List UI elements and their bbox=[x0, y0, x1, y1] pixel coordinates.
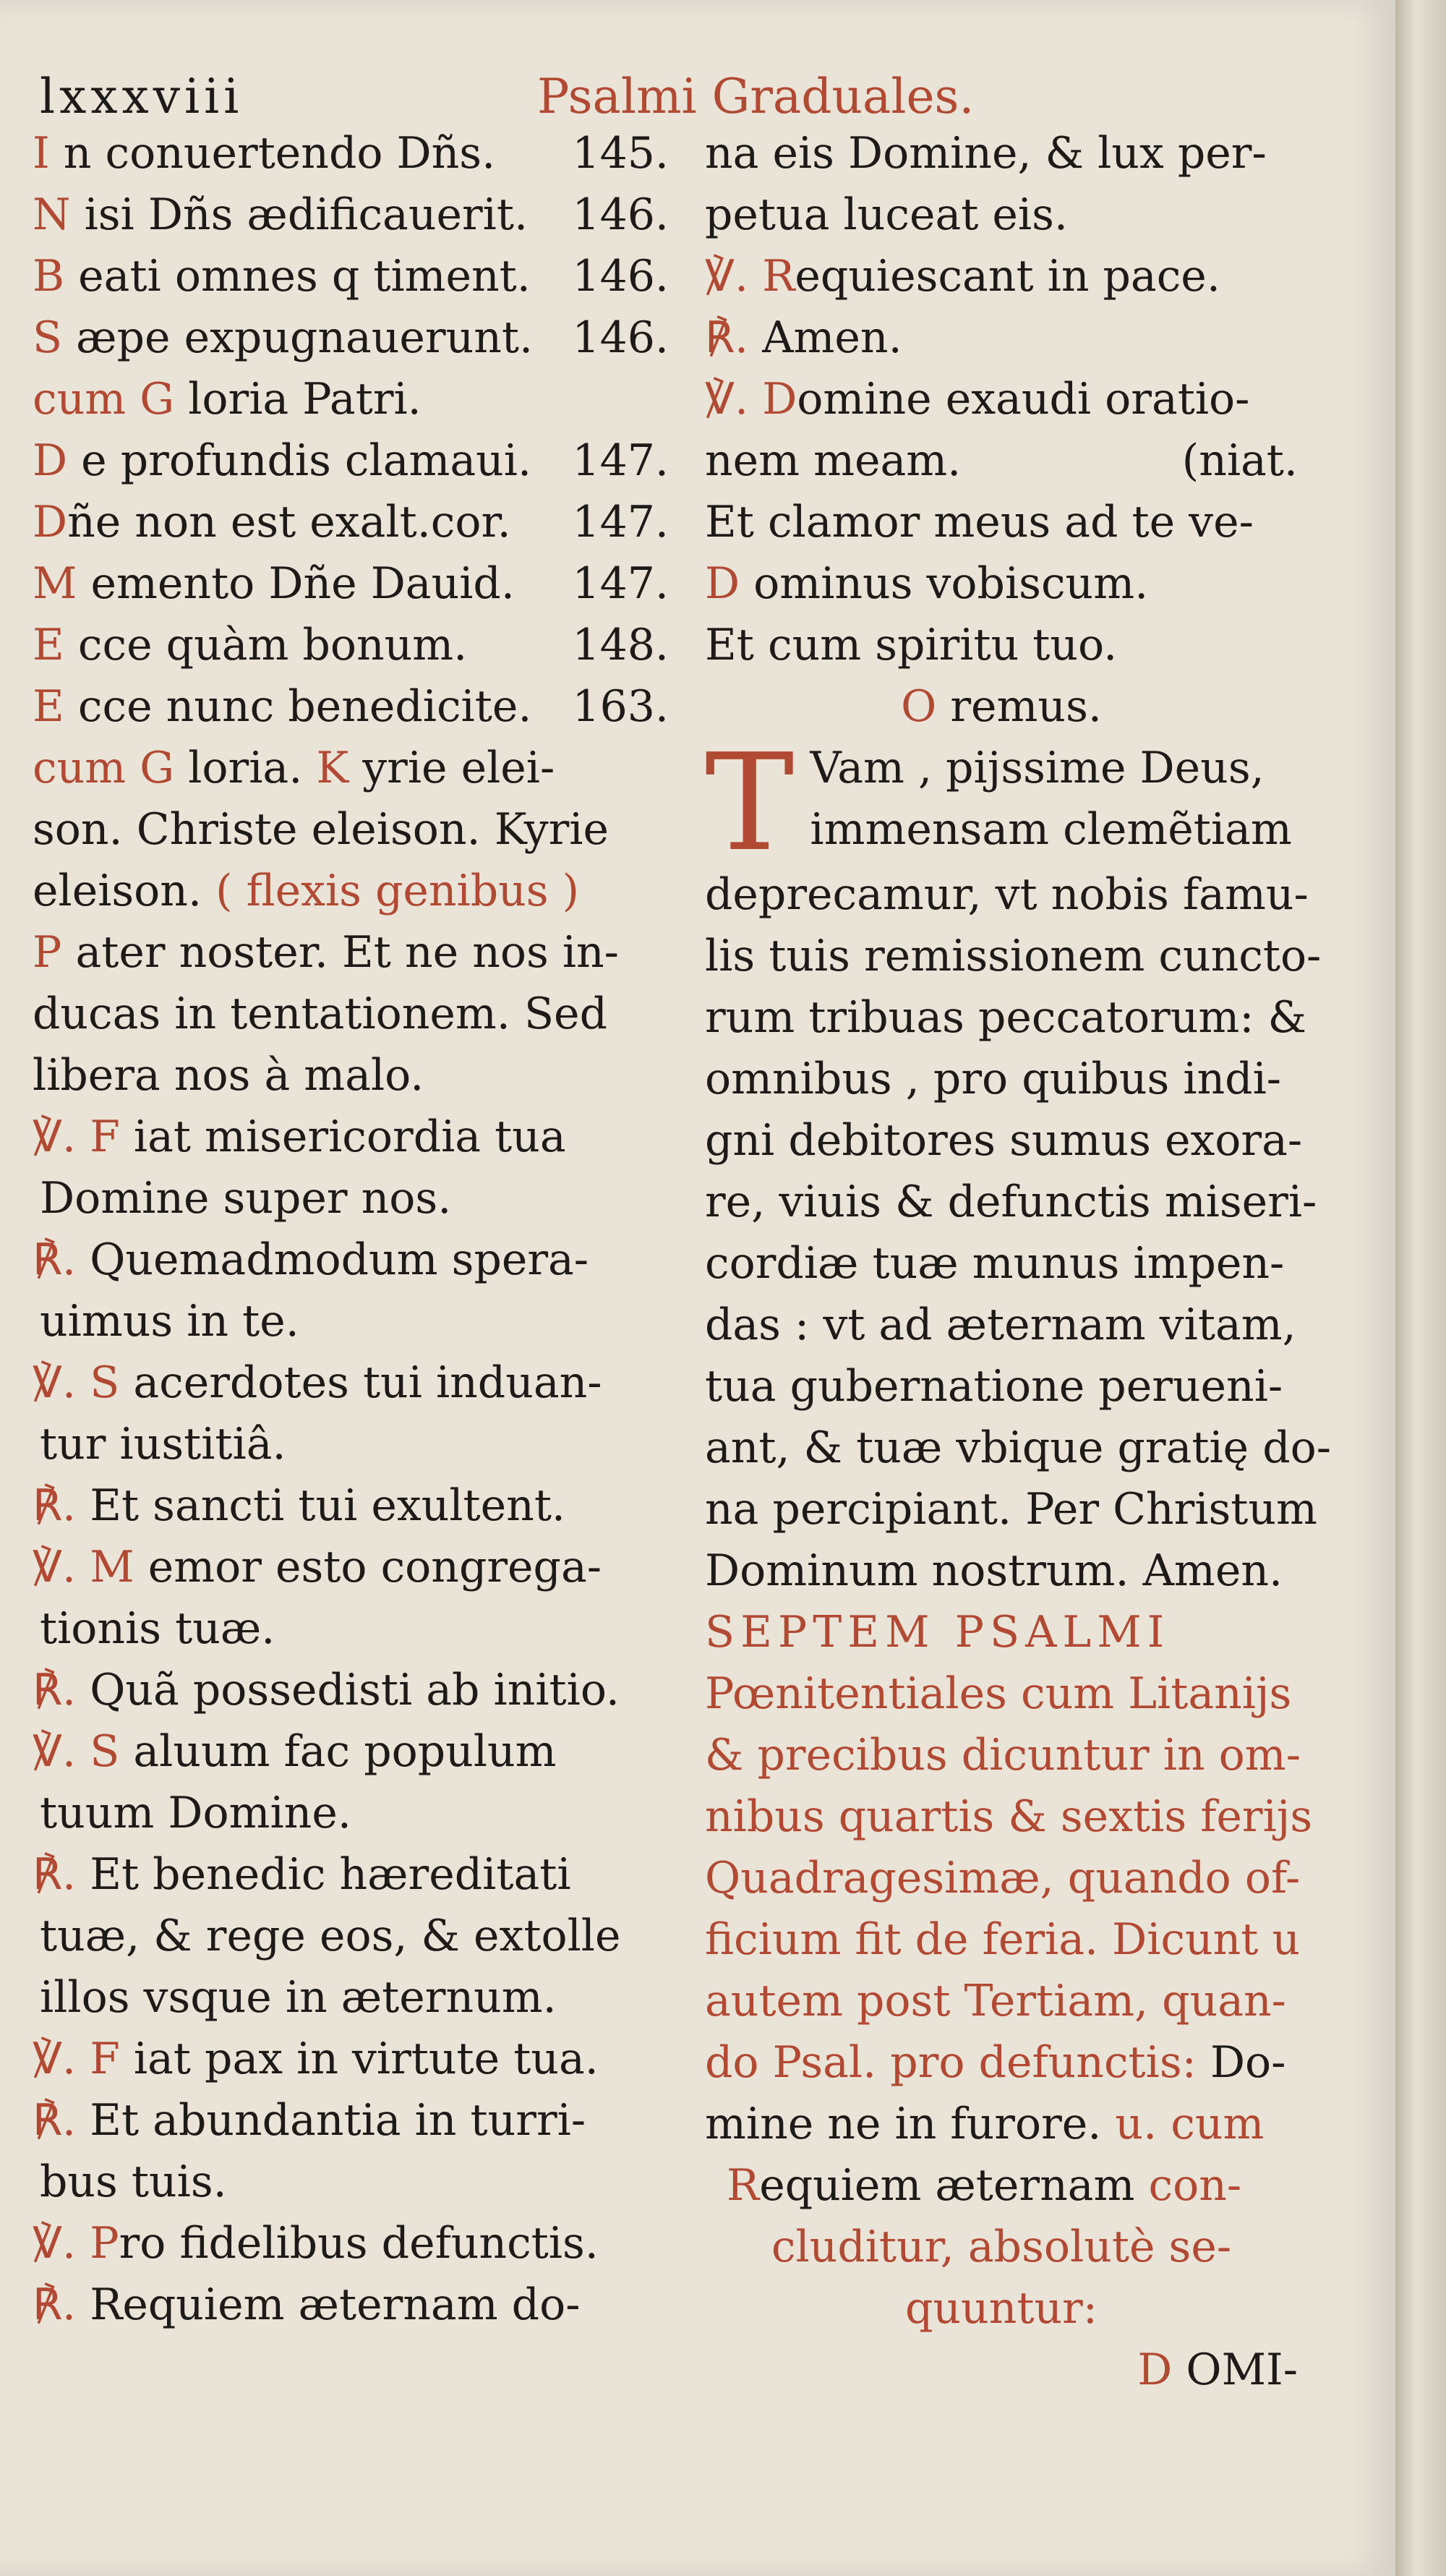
response-mark: ℟. bbox=[33, 2279, 77, 2330]
psalm-index-line bbox=[33, 553, 669, 615]
rubric: do Psal. pro defunctis: bbox=[705, 2037, 1210, 2088]
page-ref: 148. bbox=[572, 620, 669, 670]
prayer-line: deprecamur, vt nobis famu- bbox=[705, 869, 1309, 920]
psalm-index-line bbox=[33, 123, 669, 184]
text-line: na eis Domine, & lux per- bbox=[705, 128, 1267, 179]
drop-initial: P bbox=[33, 927, 62, 978]
response-line bbox=[33, 2090, 669, 2151]
page-ref: 163. bbox=[572, 681, 669, 732]
rubric-line: nibus quartis & sextis ferijs bbox=[705, 1791, 1313, 1842]
incipit: ñe non est exalt.cor. bbox=[67, 497, 511, 547]
text: loria. bbox=[188, 743, 317, 793]
response-line bbox=[705, 307, 1298, 369]
text-line bbox=[705, 553, 1298, 615]
versicle-line bbox=[33, 1106, 669, 1168]
psalm-index-line bbox=[33, 307, 669, 369]
text: Quemadmodum spera- bbox=[76, 1234, 589, 1285]
text-line: tuum Domine. bbox=[40, 1788, 351, 1838]
versicle-line bbox=[705, 246, 1298, 307]
text: Quã possedisti ab initio. bbox=[76, 1665, 620, 1715]
drop-initial: S bbox=[33, 312, 63, 363]
text-line: uimus in te. bbox=[40, 1296, 299, 1347]
incipit: n conuertendo Dñs. bbox=[49, 128, 496, 179]
page-ref: 147. bbox=[572, 558, 669, 609]
text-line: tur iustitiâ. bbox=[40, 1419, 286, 1470]
drop-initial: E bbox=[33, 681, 64, 732]
psalm-index-line bbox=[33, 492, 669, 553]
drop-initial: D bbox=[33, 497, 68, 547]
incipit: loria Patri. bbox=[174, 374, 422, 425]
prayer-line: lis tuis remissionem cuncto- bbox=[705, 931, 1322, 981]
drop-initial: cum G bbox=[33, 374, 175, 425]
text: omine exaudi oratio- bbox=[797, 374, 1250, 425]
drop-initial: I bbox=[33, 128, 50, 179]
versicle-line bbox=[705, 369, 1298, 430]
rubric-line bbox=[705, 2155, 1298, 2217]
text: OMI- bbox=[1172, 2345, 1298, 2395]
text: Requiem æternam do- bbox=[76, 2279, 581, 2330]
drop-initial: M bbox=[33, 558, 77, 609]
rubric-line bbox=[705, 2094, 1298, 2155]
prayer-line: re, viuis & defunctis miseri- bbox=[705, 1177, 1317, 1227]
catchword bbox=[705, 2340, 1298, 2401]
prayer-line: gni debitores sumus exora- bbox=[705, 1115, 1303, 1166]
right-column bbox=[705, 123, 1332, 2401]
text: Et sancti tui exultent. bbox=[76, 1480, 565, 1531]
drop-initial: K bbox=[316, 743, 349, 793]
psalm-index-line bbox=[33, 369, 669, 430]
versicle-mark: ℣. S bbox=[33, 1357, 120, 1408]
versicle-line bbox=[33, 1537, 669, 1598]
text: Et benedic hæreditati bbox=[76, 1849, 571, 1900]
text-line: Domine super nos. bbox=[40, 1173, 452, 1224]
prayer-line: Dominum nostrum. Amen. bbox=[705, 1545, 1283, 1596]
text: Et abundantia in turri- bbox=[76, 2095, 586, 2146]
rubric-line: ficium fit de feria. Dicunt u bbox=[705, 1914, 1301, 1965]
psalm-index-line bbox=[33, 615, 669, 676]
oremus-line bbox=[705, 676, 1298, 738]
psalm-index-line bbox=[33, 246, 669, 307]
response-mark: ℟. bbox=[33, 2095, 77, 2146]
page-header bbox=[40, 69, 1341, 127]
text-line: Et clamor meus ad te ve- bbox=[705, 497, 1254, 547]
text-line: tuæ, & rege eos, & extolle bbox=[40, 1911, 621, 1961]
psalm-index-line bbox=[33, 430, 669, 492]
rubric-line: cluditur, absolutè se- bbox=[771, 2222, 1232, 2272]
response-line bbox=[33, 2274, 669, 2336]
rubric-line: quuntur: bbox=[905, 2283, 1098, 2334]
prayer-line: na percipiant. Per Christum bbox=[705, 1484, 1317, 1535]
text-line bbox=[33, 738, 669, 799]
versicle-mark: ℣. P bbox=[33, 2218, 119, 2269]
psalm-index-line bbox=[33, 184, 669, 246]
text-line: Et cum spiritu tuo. bbox=[705, 620, 1118, 670]
drop-initial: R bbox=[727, 2160, 760, 2211]
rubric-line: & precibus dicuntur in om- bbox=[705, 1730, 1301, 1780]
text: iat misericordia tua bbox=[119, 1112, 566, 1162]
text: equiem æternam bbox=[759, 2160, 1149, 2211]
text: mine ne in furore. bbox=[705, 2099, 1102, 2149]
rubric-line: autem post Tertiam, quan- bbox=[705, 1976, 1286, 2026]
drop-initial: D bbox=[33, 435, 68, 486]
text: emor esto congrega- bbox=[134, 1542, 602, 1592]
response-mark: ℟. bbox=[33, 1480, 77, 1531]
rubric-line bbox=[705, 2032, 1298, 2094]
rubric: con- bbox=[1148, 2160, 1242, 2211]
page-ref: 145. bbox=[572, 128, 669, 179]
prayer-paragraph bbox=[705, 725, 1332, 1602]
drop-initial: B bbox=[33, 251, 65, 302]
text: eleison. bbox=[33, 866, 216, 916]
rubric: ( flexis genibus ) bbox=[215, 866, 580, 916]
text: nem meam. bbox=[705, 435, 962, 486]
incipit: e profundis clamaui. bbox=[67, 435, 532, 486]
text: Amen. bbox=[748, 312, 902, 363]
prayer-line: Vam , pijssime Deus, bbox=[810, 743, 1265, 793]
prayer-line: das : vt ad æternam vitam, bbox=[705, 1300, 1296, 1350]
incipit: eati omnes q timent. bbox=[64, 251, 531, 302]
response-line bbox=[33, 1660, 669, 1721]
prayer-line: cordiæ tuæ munus impen- bbox=[705, 1238, 1285, 1289]
versicle-mark: ℣. F bbox=[33, 2034, 120, 2084]
versicle-mark: ℣. R bbox=[705, 251, 795, 302]
prayer-line: omnibus , pro quibus indi- bbox=[705, 1054, 1282, 1104]
drop-initial: D bbox=[705, 558, 740, 609]
response-line bbox=[33, 1844, 669, 1906]
versicle-line bbox=[33, 1721, 669, 1783]
text: remus. bbox=[936, 681, 1102, 732]
rubric: cum G bbox=[33, 743, 175, 793]
drop-initial: D bbox=[1137, 2345, 1173, 2395]
text: acerdotes tui induan- bbox=[119, 1357, 602, 1408]
drop-initial: E bbox=[33, 620, 64, 670]
incipit: isi Dñs ædificauerit. bbox=[70, 189, 529, 240]
incipit: æpe expugnauerunt. bbox=[62, 312, 534, 363]
folio-number: lxxxviii bbox=[40, 69, 244, 124]
versicle-line bbox=[33, 2029, 669, 2090]
psalm-index-line bbox=[33, 676, 669, 738]
text-line: illos vsque in æternum. bbox=[40, 1972, 557, 2023]
page-ref: 146. bbox=[572, 251, 669, 302]
versicle-mark: ℣. S bbox=[33, 1726, 120, 1777]
text-line bbox=[33, 922, 669, 984]
text-runover: (niat. bbox=[1181, 435, 1298, 486]
page-ref: 146. bbox=[572, 312, 669, 363]
text: Do- bbox=[1210, 2037, 1286, 2088]
decorated-initial: T bbox=[705, 725, 795, 881]
text-line bbox=[705, 430, 1298, 492]
response-line bbox=[33, 1475, 669, 1537]
text-line: bus tuis. bbox=[40, 2157, 227, 2207]
text-line: petua luceat eis. bbox=[705, 189, 1068, 240]
rubric-line: Pœnitentiales cum Litanijs bbox=[705, 1668, 1292, 1719]
text: aluum fac populum bbox=[119, 1726, 557, 1777]
text: iat pax in virtute tua. bbox=[119, 2034, 599, 2084]
incipit: emento Dñe Dauid. bbox=[77, 558, 515, 609]
text-line: ducas in tentationem. Sed bbox=[33, 989, 607, 1039]
text: ater noster. Et ne nos in- bbox=[61, 927, 619, 978]
prayer-line: rum tribuas peccatorum: & bbox=[705, 992, 1307, 1043]
running-head: Psalmi Graduales. bbox=[537, 69, 975, 124]
response-mark: ℟. bbox=[33, 1849, 77, 1900]
response-mark: ℟. bbox=[33, 1665, 77, 1715]
text: yrie elei- bbox=[348, 743, 555, 793]
prayer-line: immensam clemẽtiam bbox=[810, 804, 1292, 855]
versicle-line bbox=[33, 1352, 669, 1414]
page-ref: 147. bbox=[572, 497, 669, 547]
versicle-mark: ℣. F bbox=[33, 1112, 120, 1162]
text: ro fidelibus defunctis. bbox=[119, 2218, 599, 2269]
incipit: cce quàm bonum. bbox=[64, 620, 468, 670]
versicle-mark: ℣. M bbox=[33, 1542, 134, 1592]
text-line: libera nos à malo. bbox=[33, 1050, 424, 1101]
text-line: son. Christe eleison. Kyrie bbox=[33, 804, 609, 855]
page-edge bbox=[1395, 0, 1446, 2576]
drop-initial: O bbox=[901, 681, 937, 732]
versicle-mark: ℣. D bbox=[705, 374, 797, 425]
response-mark: ℟. bbox=[705, 312, 749, 363]
text: ominus vobiscum. bbox=[740, 558, 1149, 609]
page-ref: 147. bbox=[572, 435, 669, 486]
text-line bbox=[33, 861, 669, 922]
rubric-line: Quadragesimæ, quando of- bbox=[705, 1853, 1301, 1903]
rubric: u. cum bbox=[1101, 2099, 1265, 2149]
text-line: tionis tuæ. bbox=[40, 1603, 275, 1654]
rubric-heading: SEPTEM PSALMI bbox=[705, 1607, 1171, 1658]
page-ref: 146. bbox=[572, 189, 669, 240]
response-line bbox=[33, 1229, 669, 1291]
drop-initial: N bbox=[33, 189, 71, 240]
prayer-line: tua gubernatione perueni- bbox=[705, 1361, 1283, 1412]
left-column bbox=[33, 123, 669, 2336]
prayer-line: ant, & tuæ vbique gratię do- bbox=[705, 1423, 1332, 1473]
incipit: cce nunc benedicite. bbox=[64, 681, 532, 732]
text: equiescant in pace. bbox=[795, 251, 1220, 302]
response-mark: ℟. bbox=[33, 1234, 77, 1285]
versicle-line bbox=[33, 2213, 669, 2274]
